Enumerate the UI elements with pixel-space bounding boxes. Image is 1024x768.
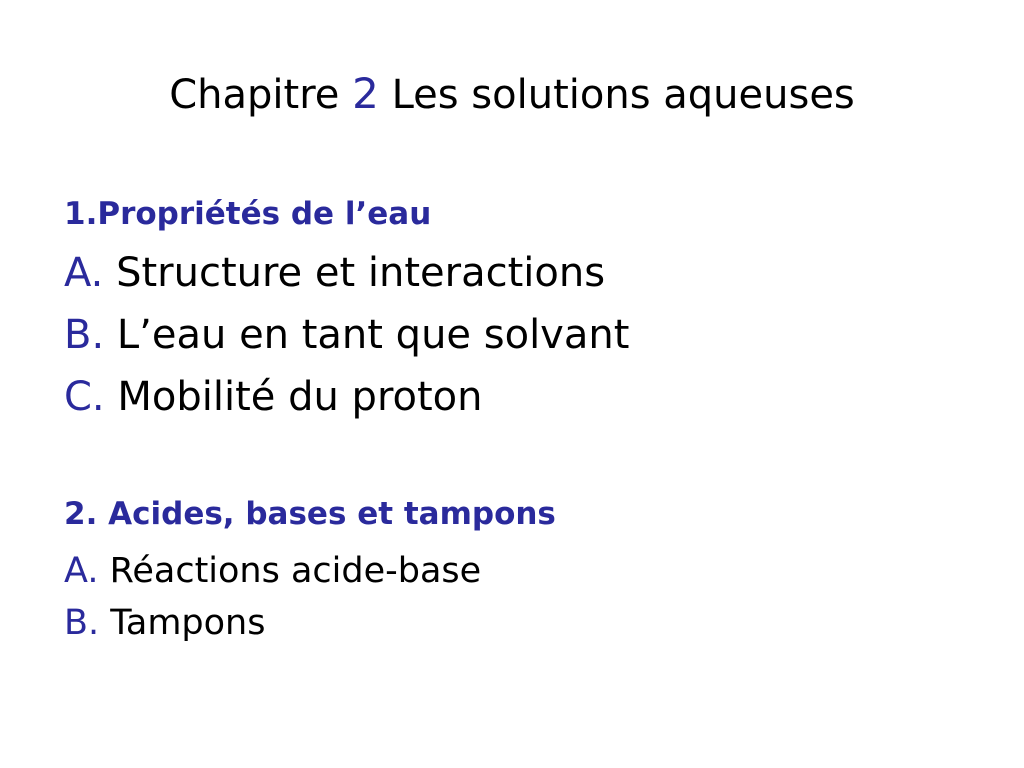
- section-heading-proprietes: 1.Propriétés de l’eau: [64, 196, 432, 232]
- item-text: Structure et interactions: [116, 250, 606, 296]
- item-letter: C.: [64, 374, 105, 420]
- item-text: L’eau en tant que solvant: [116, 312, 630, 358]
- item-letter: A.: [64, 551, 99, 591]
- item-text: Réactions acide-base: [109, 551, 482, 591]
- slide-title: [0, 64, 1024, 125]
- list-item: [64, 368, 483, 426]
- list-item: [64, 546, 481, 596]
- list-item: [64, 244, 605, 302]
- chapter-number: 2: [352, 69, 379, 118]
- title-prefix: Chapitre: [169, 72, 340, 118]
- item-text: Tampons: [110, 603, 266, 643]
- item-letter: B.: [64, 312, 105, 358]
- title-text: Les solutions aqueuses: [391, 72, 855, 118]
- item-letter: B.: [64, 603, 100, 643]
- item-letter: A.: [64, 250, 104, 296]
- list-item: [64, 598, 265, 648]
- item-text: Mobilité du proton: [117, 374, 483, 420]
- list-item: [64, 306, 629, 364]
- section-heading-acides: 2. Acides, bases et tampons: [64, 496, 556, 532]
